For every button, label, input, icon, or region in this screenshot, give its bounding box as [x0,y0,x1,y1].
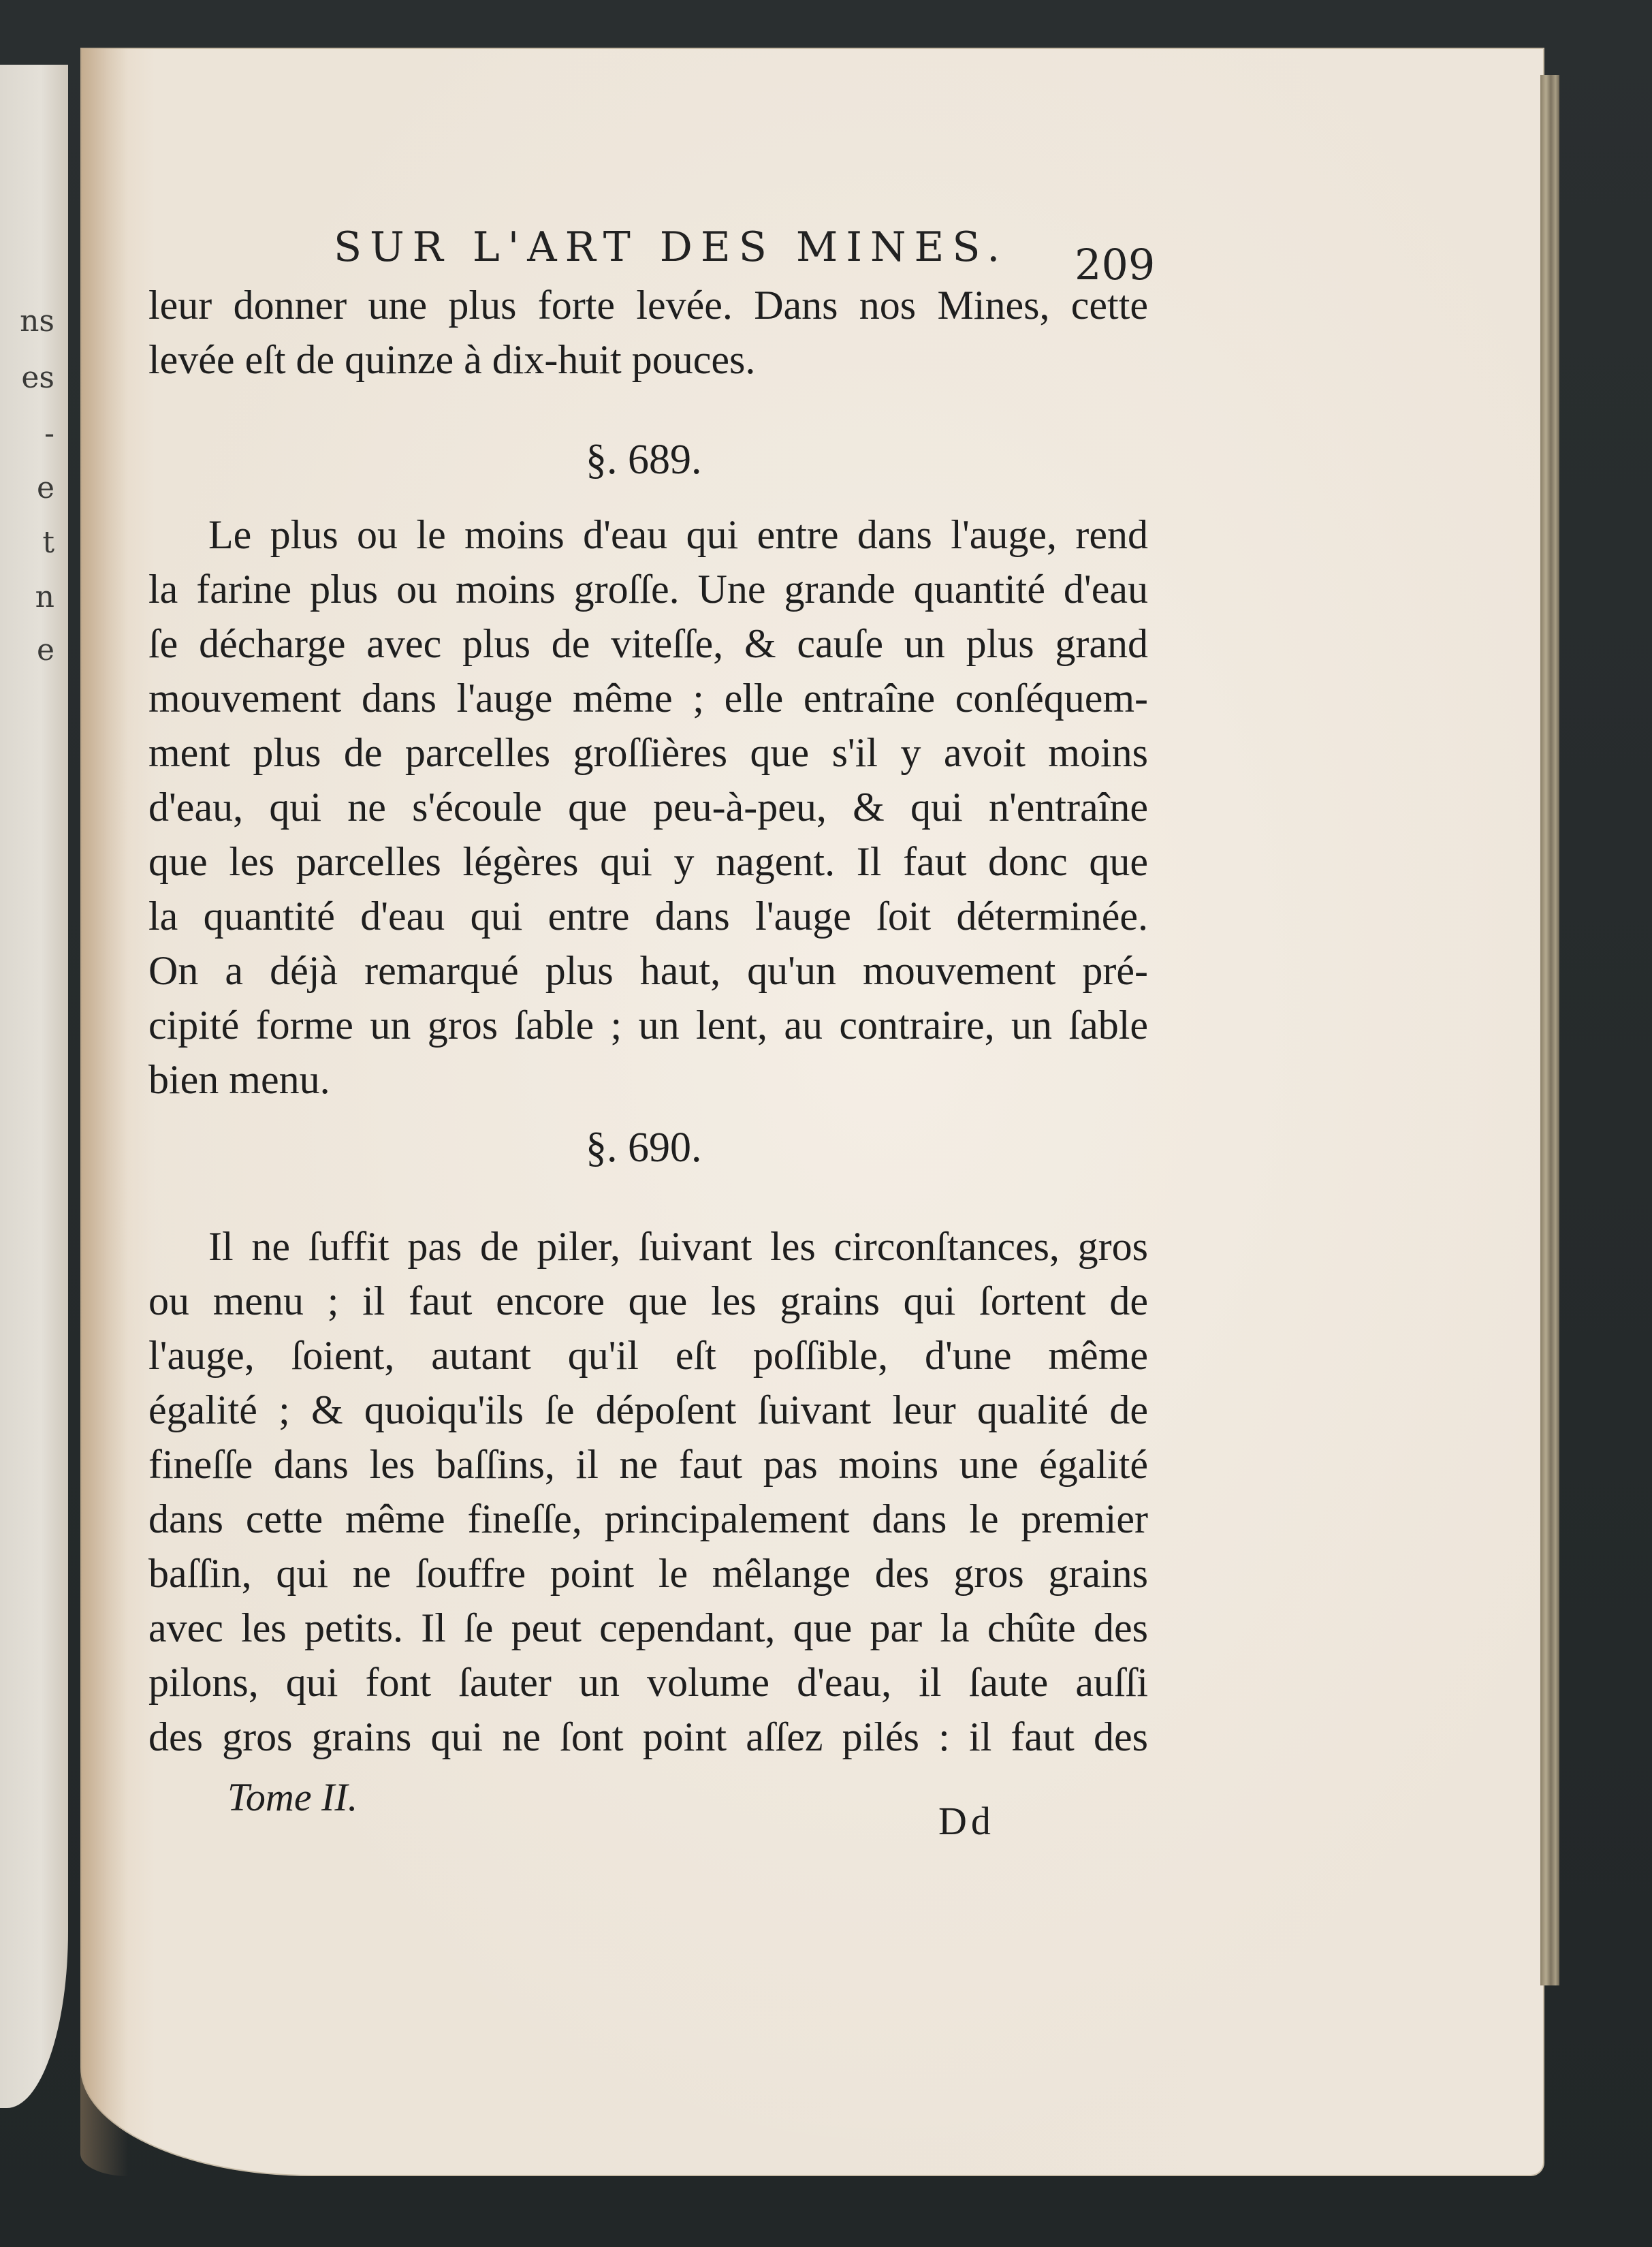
section-690-paragraph [148,1219,1148,1764]
gutter-shadow [80,48,128,2176]
text-line: bien menu. [148,1057,330,1102]
section-heading-690: §. 690. [586,1125,702,1171]
section-689-paragraph [148,507,1148,1107]
left-page-fragment: e [36,633,54,667]
text-line: ment plus de parcelles groſſières que s'il y avoit moins [148,730,1148,775]
text-line: l'auge, ſoient, autant qu'il eſt poſſible, d'une même [148,1333,1148,1378]
text-line: des gros grains qui ne ſont point aſſez pilés : il faut des [148,1714,1148,1759]
text-line: que les parcelles légères qui y nagent. Il faut donc que [148,839,1148,884]
text-line: la quantité d'eau qui entre dans l'auge ſoit déterminée. [148,894,1148,939]
section-heading-689: §. 689. [586,437,702,483]
left-page-fragment: e [36,471,54,505]
text-line: mouvement dans l'auge même ; elle entraîne conſéquem- [148,676,1148,721]
text-line: ſe décharge avec plus de viteſſe, & cauſe un plus grand [148,621,1148,666]
left-page-fragment: n [35,580,54,614]
running-head: SUR L'ART DES MINES. [334,223,1008,271]
continuation-paragraph [148,278,1148,387]
left-page-fragment: t [42,525,54,560]
text-line: leur donner une plus forte levée. Dans nos Mines, cette [148,283,1148,328]
text-line: pilons, qui font ſauter un volume d'eau, il ſaute auſſi [148,1660,1148,1705]
left-page-fragment: es [21,360,54,395]
text-line: levée eſt de quinze à dix-huit pouces. [148,337,756,382]
left-neighbouring-page [0,65,68,2108]
page-fore-edge [1540,75,1559,1985]
text-line: fineſſe dans les baſſins, il ne faut pas moins une égalité [148,1442,1148,1487]
text-line: d'eau, qui ne s'écoule que peu-à-peu, & qui n'entraîne [148,785,1148,830]
text-line: ou menu ; il faut encore que les grains qui ſortent de [148,1278,1148,1323]
text-line: On a déjà remarqué plus haut, qu'un mouvement pré- [148,948,1148,993]
text-line: avec les petits. Il ſe peut cependant, que par la chûte des [148,1605,1148,1650]
left-page-fragment: - [44,416,54,451]
text-line: égalité ; & quoiqu'ils ſe dépoſent ſuivant leur qualité de [148,1387,1148,1432]
text-line: baſſin, qui ne ſouffre point le mêlange des gros grains [148,1551,1148,1596]
text-line: cipité forme un gros ſable ; un lent, au contraire, un ſable [148,1003,1148,1048]
text-line: la farine plus ou moins groſſe. Une grande quantité d'eau [148,567,1148,612]
left-page-fragment: ns [20,304,54,339]
text-line: Il ne ſuffit pas de piler, ſuivant les circonſtances, gros [208,1224,1148,1269]
text-line: dans cette même fineſſe, principalement dans le premier [148,1496,1148,1541]
text-line: Le plus ou le moins d'eau qui entre dans l'auge, rend [208,512,1148,557]
gathering-signature: Dd [938,1799,995,1843]
volume-signature: Tome II. [227,1775,358,1819]
page-number: 209 [1075,240,1156,289]
